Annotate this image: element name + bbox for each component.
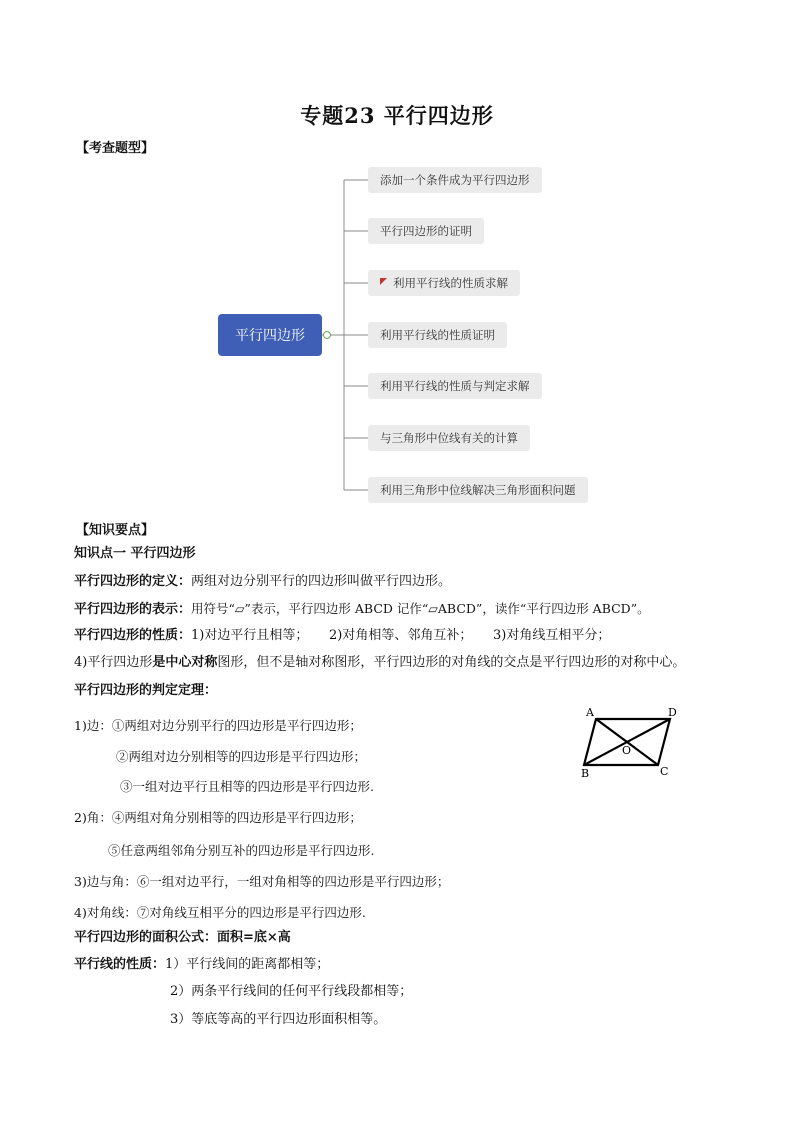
center-label-o: O	[622, 744, 632, 757]
properties-text: 1)对边平行且相等； 2)对角相等、邻角互补； 3)对角线互相平分；	[191, 628, 611, 643]
criteria-angle-2: ⑤任意两组邻角分别互补的四边形是平行四边形.	[108, 843, 375, 858]
collapse-handle-icon	[324, 332, 331, 339]
mindmap-node-label: 利用平行线的性质求解	[393, 276, 508, 290]
criteria-title: 平行四边形的判定定理：	[74, 683, 218, 698]
page-title: 专题23 平行四边形	[300, 103, 494, 128]
parallel-line-1	[74, 956, 329, 974]
mindmap-node: 利用三角形中位线解决三角形面积问题	[368, 477, 588, 503]
mindmap-node-flagged	[368, 270, 520, 296]
area-formula: 平行四边形的面积公式：面积=底×高	[74, 930, 291, 945]
mindmap-root: 平行四边形	[218, 314, 322, 356]
mindmap-node: 利用平行线的性质证明	[368, 322, 507, 348]
parallel-prop-3: 3）等底等高的平行四边形面积相等。	[170, 1012, 387, 1027]
notation-label: 平行四边形的表示：	[74, 602, 192, 617]
vertex-label-b: B	[581, 767, 590, 780]
parallel-prop-1: 1）平行线间的距离都相等；	[165, 957, 330, 972]
mindmap-node: 添加一个条件成为平行四边形	[368, 167, 542, 193]
notation-text: 用符号“▱”表示，平行四边形 ABCD 记作“▱ABCD”，读作“平行四边形 ABCD”。	[191, 601, 650, 616]
property4-a: 4)平行四边形	[74, 655, 153, 670]
definition-line	[74, 573, 451, 591]
notation-line	[74, 600, 650, 619]
properties-line	[74, 627, 610, 645]
knowledge-point-title: 知识点一 平行四边形	[74, 546, 196, 561]
property4-line	[74, 654, 685, 672]
vertex-label-a: A	[586, 706, 594, 719]
section-heading-knowledge: 【知识要点】	[76, 523, 155, 538]
criteria-angle-1: 2)角：④两组对角分别相等的四边形是平行四边形；	[74, 810, 362, 825]
parallel-prop-2: 2）两条平行线间的任何平行线段都相等；	[170, 984, 413, 999]
vertex-label-d: D	[668, 706, 677, 719]
criteria-diagonal: 4)对角线：⑦对角线互相平分的四边形是平行四边形.	[74, 905, 366, 920]
parallel-label: 平行线的性质：	[74, 957, 166, 972]
property4-c: 图形，但不是轴对称图形，平行四边形的对角线的交点是平行四边形的对称中心。	[217, 655, 686, 670]
definition-text: 两组对边分别平行的四边形叫做平行四边形。	[191, 574, 452, 589]
criteria-side-3: ③一组对边平行且相等的四边形是平行四边形.	[120, 779, 374, 794]
criteria-side-2: ②两组对边分别相等的四边形是平行四边形；	[116, 749, 367, 764]
mindmap-node: 利用平行线的性质与判定求解	[368, 373, 542, 399]
properties-label: 平行四边形的性质：	[74, 628, 192, 643]
section-heading-types: 【考查题型】	[76, 141, 155, 156]
criteria-side-angle: 3)边与角：⑥一组对边平行，一组对角相等的四边形是平行四边形；	[74, 874, 450, 889]
parallelogram-figure	[575, 700, 695, 785]
mindmap-node: 平行四边形的证明	[368, 218, 484, 244]
mindmap-node: 与三角形中位线有关的计算	[368, 425, 530, 451]
vertex-label-c: C	[660, 765, 669, 778]
criteria-side-1: 1)边：①两组对边分别平行的四边形是平行四边形；	[74, 718, 362, 733]
definition-label: 平行四边形的定义：	[74, 574, 192, 589]
property4-b: 是中心对称	[152, 655, 218, 670]
flag-icon	[380, 278, 387, 285]
